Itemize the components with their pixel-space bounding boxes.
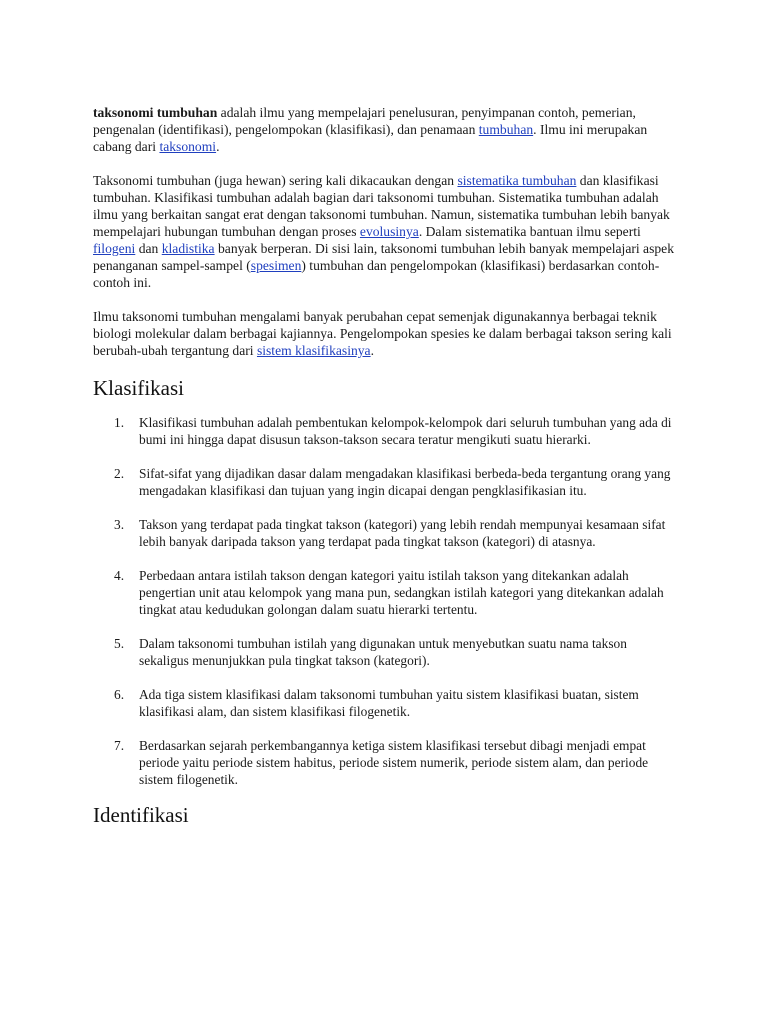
document-page [93, 104, 678, 827]
list-item [93, 516, 678, 550]
link-evolusinya[interactable]: evolusinya [359, 224, 419, 239]
list-item-number: 1. [114, 415, 125, 430]
list-item-text: Sifat-sifat yang dijadikan dasar dalam mengadakan klasifikasi berbeda-beda tergantung orang yang mengadakan klasifikasi dan tujuan yang ingin dicapai dengan pengklasifikasian itu. [139, 466, 671, 498]
klasifikasi-list [93, 414, 678, 788]
intro-bold-term: taksonomi tumbuhan [93, 105, 218, 120]
heading-identifikasi: Identifikasi [93, 803, 189, 827]
paragraph-molekular [93, 308, 678, 359]
para2-text-3: . Dalam sistematika bantuan ilmu seperti [418, 224, 641, 239]
list-item-number: 6. [114, 687, 125, 702]
link-kladistika[interactable]: kladistika [161, 241, 215, 256]
list-item-number: 2. [114, 466, 125, 481]
para2-text-5: banyak berperan. Di sisi lain, taksonomi tumbuhan lebih banyak mempelajari aspek penanganan sampel-sampel ( [93, 241, 675, 273]
para3-text-1: Ilmu taksonomi tumbuhan mengalami banyak perubahan cepat semenjak digunakannya berbagai teknik biologi molekular dalam berbagai kajiannya. Pengelompokan spesies ke dalam berbagai takson sering kali berubah-ubah tergantung dari [93, 309, 672, 358]
link-spesimen[interactable]: spesimen [250, 258, 302, 273]
list-item-text: Klasifikasi tumbuhan adalah pembentukan kelompok-kelompok dari seluruh tumbuhan yang ada di bumi ini hingga dapat disusun takson-takson secara teratur mengikuti suatu hierarki. [139, 415, 672, 447]
list-item-number: 4. [114, 568, 125, 583]
list-item-text: Dalam taksonomi tumbuhan istilah yang digunakan untuk menyebutkan suatu nama takson sekaligus menunjukkan pula tingkat takson (kategori). [139, 636, 627, 668]
intro-text-2: . Ilmu ini merupakan cabang dari [93, 122, 648, 154]
link-sistematika-tumbuhan[interactable]: sistematika tumbuhan [457, 173, 577, 188]
list-item [93, 465, 678, 499]
list-item-number: 5. [114, 636, 125, 651]
list-item [93, 737, 678, 788]
link-sistem-klasifikasinya[interactable]: sistem klasifikasinya [256, 343, 371, 358]
paragraph-sistematika [93, 172, 678, 291]
intro-paragraph [93, 104, 678, 155]
link-taksonomi[interactable]: taksonomi [159, 139, 217, 154]
list-item-text: Berdasarkan sejarah perkembangannya ketiga sistem klasifikasi tersebut dibagi menjadi empat periode yaitu periode sistem habitus, periode sistem numerik, periode sistem alam, dan periode sistem filogenetik. [139, 738, 649, 787]
list-item [93, 414, 678, 448]
para2-text-6: ) tumbuhan dan pengelompokan (klasifikasi) berdasarkan contoh-contoh ini. [93, 258, 660, 290]
para3-text-2: . [370, 343, 375, 358]
list-item-number: 3. [114, 517, 125, 532]
intro-text-1: adalah ilmu yang mempelajari penelusuran, penyimpanan contoh, pemerian, pengenalan (identifikasi), pengelompokan (klasifikasi), dan penamaan [93, 105, 636, 137]
heading-klasifikasi: Klasifikasi [93, 376, 184, 400]
intro-text-3: . [216, 139, 220, 154]
list-item [93, 567, 678, 618]
list-item-number: 7. [114, 738, 125, 753]
list-item-text: Takson yang terdapat pada tingkat takson (kategori) yang lebih rendah mempunyai kesamaan sifat lebih banyak daripada takson yang terdapat pada tingkat takson (kategori) di atasnya. [139, 517, 666, 549]
para2-text-1: Taksonomi tumbuhan (juga hewan) sering kali dikacaukan dengan [93, 173, 458, 188]
list-item-text: Perbedaan antara istilah takson dengan kategori yaitu istilah takson yang ditekankan adalah pengertian unit atau kelompok yang mana pun, sedangkan istilah kategori yang ditekankan adalah tingkat atau kedudukan golongan dalam suatu hierarki tertentu. [139, 568, 664, 617]
link-filogeni[interactable]: filogeni [93, 241, 136, 256]
list-item-text: Ada tiga sistem klasifikasi dalam taksonomi tumbuhan yaitu sistem klasifikasi buatan, sistem klasifikasi alam, dan sistem klasifikasi filogenetik. [139, 687, 639, 719]
list-item [93, 686, 678, 720]
para2-text-2: dan klasifikasi tumbuhan. Klasifikasi tumbuhan adalah bagian dari taksonomi tumbuhan. Sistematika tumbuhan adalah ilmu yang berkaitan sangat erat dengan taksonomi tumbuhan. Namun, sistematika tumbuhan lebih banyak mempelajari hubungan tumbuhan dengan proses [93, 173, 670, 239]
link-tumbuhan[interactable]: tumbuhan [478, 122, 534, 137]
para2-text-4: dan [135, 241, 162, 256]
list-item [93, 635, 678, 669]
